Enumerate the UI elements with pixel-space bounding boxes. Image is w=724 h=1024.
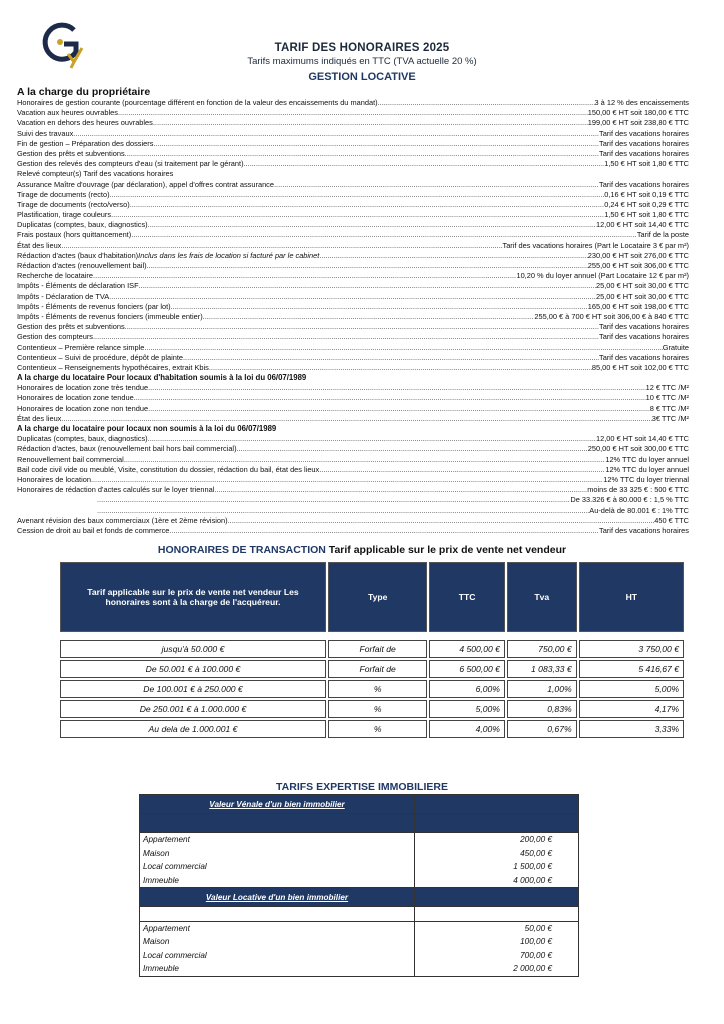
tariff-row (17, 404, 689, 414)
list-item (140, 949, 579, 963)
leader-dots (124, 455, 606, 465)
tariff-row (17, 220, 689, 230)
leader-dots (91, 475, 603, 485)
subheading-row (17, 424, 689, 434)
tariff-value: 85,00 € HT soit 102,00 € TTC (591, 362, 689, 372)
tariff-label: Honoraires de location zone tendue (17, 393, 134, 403)
tariff-value: 255,00 € HT soit 306,00 € TTC (587, 261, 689, 270)
cell-tva: 0,83% (507, 700, 577, 718)
tariff-label: Honoraires de location zone non tendue (17, 403, 149, 413)
tariff-label: Duplicatas (comptes, baux, diagnostics) (17, 434, 148, 444)
transaction-subtitle: Tarif applicable sur le prix de vente net vendeur (325, 544, 567, 556)
tariff-row (17, 353, 689, 363)
transaction-title: HONORAIRES DE TRANSACTION (157, 544, 326, 556)
leader-dots (147, 261, 588, 271)
tariff-value: Tarif des vacations horaires (599, 138, 689, 148)
tariff-row (17, 455, 689, 465)
property-price: 700,00 € (415, 949, 579, 963)
tariff-label: Cession de droit au bail et fonds de commerce (17, 525, 170, 535)
leader-dots (131, 230, 637, 240)
tariff-label: État des lieux (17, 413, 62, 423)
venale-subheader-blank (140, 814, 415, 833)
tariff-label: Impôts - Éléments de revenus fonciers (immeuble entier) (17, 311, 203, 321)
table-row (60, 680, 684, 698)
venale-header: Valeur Vénale d'un bien immobilier (140, 795, 415, 814)
property-type: Local commercial (140, 860, 415, 874)
tariff-label: Honoraires de location (17, 474, 91, 484)
locative-spacer (140, 907, 415, 922)
tariff-value: 3€ TTC /M² (651, 413, 689, 423)
leader-dots (61, 241, 502, 251)
tariff-value: 0,24 € HT soit 0,29 € TTC (604, 199, 689, 209)
property-price: 450,00 € (415, 847, 579, 861)
tariff-label: Rédaction d'actes (renouvellement bail) (17, 261, 147, 270)
leader-dots (183, 353, 599, 363)
tariff-row (17, 98, 689, 108)
leader-dots (134, 393, 646, 403)
leader-dots (274, 180, 599, 190)
tariff-value: 0,16 € HT soit 0,19 € TTC (604, 189, 689, 199)
tariff-label: Vacation en dehors des heures ouvrables (17, 118, 153, 128)
leader-dots (73, 129, 599, 139)
tariff-value: 250,00 € HT soit 300,00 € TTC (587, 444, 689, 454)
cell-range: Au dela de 1.000.001 € (60, 720, 326, 738)
tariff-row (17, 159, 689, 169)
property-type: Maison (140, 847, 415, 861)
tariff-row (17, 139, 689, 149)
cell-ht: 5,00% (579, 680, 684, 698)
tariff-label: Relevé compteur(s) Tarif des vacations horaires (17, 169, 174, 179)
leader-dots (319, 251, 587, 261)
tariff-row (17, 169, 689, 179)
tariff-value: Tarif des vacations horaires (599, 179, 689, 189)
tariff-row (17, 485, 689, 495)
tariff-row (17, 343, 689, 353)
tariff-label (17, 506, 97, 516)
cell-type: % (328, 720, 427, 738)
venale-header-blank (415, 795, 579, 814)
col-header-ht: HT (579, 562, 684, 632)
list-item (140, 860, 579, 874)
page-title: TARIF DES HONORAIRES 2025 (274, 42, 450, 54)
cell-tva: 1,00% (507, 680, 577, 698)
tariff-label: Recherche de locataire (17, 271, 94, 281)
cell-range: De 50.001 € à 100.000 € (60, 660, 326, 678)
tariff-value: Au-delà de 80.001 € : 1% TTC (589, 505, 689, 515)
tariff-value: De 33.326 € à 80.000 € : 1,5 % TTC (570, 495, 689, 505)
tariff-value: 1,50 € HT soit 1,80 € TTC (604, 210, 689, 220)
cell-type: % (328, 680, 427, 698)
tariff-value: 12 € TTC /M² (645, 383, 689, 393)
leader-dots (148, 383, 646, 393)
property-price: 4 000,00 € (415, 874, 579, 888)
tariff-label: Duplicatas (comptes, baux, diagnostics) (17, 220, 148, 230)
tariff-row (17, 302, 689, 312)
tariff-row (17, 190, 689, 200)
leader-dots (110, 190, 605, 200)
cell-type: Forfait de (328, 640, 427, 658)
tariff-value: Tarif des vacations horaires (599, 332, 689, 342)
tariff-label: Honoraires de location zone très tendue (17, 383, 149, 393)
tariff-value: Tarif des vacations horaires (599, 128, 689, 138)
tariff-value: 10 € TTC /M² (645, 393, 689, 403)
tariff-label: Impôts - Éléments de revenus fonciers (par lot) (17, 301, 171, 311)
section-title-gestion: GESTION LOCATIVE (308, 71, 416, 83)
tariff-row (17, 241, 689, 251)
leader-dots (148, 434, 596, 444)
cell-ttc: 4,00% (429, 720, 505, 738)
tariff-label: A la charge du locataire pour locaux non soumis à la loi du 06/07/1989 (17, 424, 277, 433)
cell-tva: 1 083,33 € (507, 660, 577, 678)
tariff-value: moins de 33 325 € : 500 € TTC (587, 485, 689, 495)
property-price: 100,00 € (415, 935, 579, 949)
list-item (140, 833, 579, 847)
tariff-value: Tarif de la poste (636, 230, 689, 240)
tariff-value: Tarif des vacations horaires (Part le Locataire 3 € par m²) (502, 240, 689, 250)
leader-dots (171, 302, 588, 312)
tariff-label: Gestion des prêts et subventions (17, 322, 125, 332)
leader-dots (244, 159, 605, 169)
table-row (60, 660, 684, 678)
table-row (60, 640, 684, 658)
property-type: Immeuble (140, 962, 415, 976)
tariff-value: 255,00 € à 700 € HT soit 306,00 € à 840 € TTC (534, 311, 689, 321)
leader-dots (378, 98, 595, 108)
property-price: 200,00 € (415, 833, 579, 847)
tariff-label: Plastification, tirage couleurs (17, 210, 112, 220)
leader-dots (169, 526, 599, 536)
tariff-value: 25,00 € HT soit 30,00 € TTC (596, 281, 689, 291)
section-title-expertise: TARIFS EXPERTISE IMMOBILIERE (276, 781, 448, 793)
tariff-row (17, 475, 689, 485)
cell-ttc: 6 500,00 € (429, 660, 505, 678)
leader-dots (109, 292, 596, 302)
tariff-row (17, 271, 689, 281)
tariff-note: Inclus dans les frais de location si facturé par le cabinet (138, 250, 320, 260)
leader-dots (319, 465, 605, 475)
tariff-label: Rédaction d'actes, baux (renouvellement bail hors bail commercial) (17, 444, 237, 454)
tariff-value: 10,20 % du loyer annuel (Part Locataire 12 € par m²) (516, 271, 689, 281)
tariff-label: Honoraires de rédaction d'actes calculés sur le loyer triennal (17, 485, 215, 495)
tariff-label: Gestion des compteurs (17, 332, 93, 342)
tariff-row (17, 230, 689, 240)
tariff-label: Contentieux – Suivi de procédure, dépôt de plainte (17, 352, 183, 362)
leader-dots (203, 312, 535, 322)
tariff-row (17, 118, 689, 128)
locative-header: Valeur Locative d'un bien immobilier (140, 888, 415, 907)
tariff-label: Bail code civil vide ou meublé, Visite, constitution du dossier, rédaction du bail, état des lieux (17, 464, 320, 474)
cell-range: De 250.001 € à 1.000.000 € (60, 700, 326, 718)
tariff-row (17, 200, 689, 210)
tariff-value: 8 € TTC /M² (649, 403, 689, 413)
col-header-ttc: TTC (429, 562, 505, 632)
tariff-row (17, 332, 689, 342)
leader-dots (125, 322, 599, 332)
tariff-value: 12,00 € HT soit 14,40 € TTC (596, 220, 689, 230)
tariff-label: Impôts - Déclaration de TVA (17, 291, 110, 301)
leader-dots (148, 404, 650, 414)
tariff-label: Tirage de documents (recto/verso) (17, 199, 130, 209)
tariff-row (17, 434, 689, 444)
list-item (140, 962, 579, 976)
expertise-table (139, 794, 579, 977)
list-item (140, 921, 579, 935)
list-item (140, 874, 579, 888)
tariff-row (17, 465, 689, 475)
tariff-value: 12% TTC du loyer annuel (605, 464, 689, 474)
tariff-value: 230,00 € HT soit 276,00 € TTC (587, 250, 689, 260)
cell-ttc: 6,00% (429, 680, 505, 698)
cell-tva: 750,00 € (507, 640, 577, 658)
leader-dots (97, 495, 570, 505)
table-row (60, 720, 684, 738)
tariff-label: Impôts - Éléments de déclaration ISF (17, 281, 139, 291)
tariff-label: Vacation aux heures ouvrables (17, 108, 118, 118)
tariff-label: Honoraires de gestion courante (pourcentage différent en fonction de la valeur des encaissements du mandat) (17, 98, 378, 107)
leader-dots (153, 118, 588, 128)
tariff-label: Gestion des prêts et subventions (17, 148, 125, 158)
leader-dots (153, 139, 599, 149)
table-row (60, 700, 684, 718)
leader-dots (237, 444, 588, 454)
subheading-row (17, 373, 689, 383)
locative-header-blank (415, 888, 579, 907)
tariff-value: 12,00 € HT soit 14,40 € TTC (596, 434, 689, 444)
tariff-row (17, 108, 689, 118)
cell-ht: 5 416,67 € (579, 660, 684, 678)
heading-proprietaire: A la charge du propriétaire (17, 86, 151, 98)
tariff-row (17, 292, 689, 302)
tariff-value: 25,00 € HT soit 30,00 € TTC (596, 291, 689, 301)
leader-dots (209, 363, 592, 373)
tariff-row (17, 149, 689, 159)
tariff-label: Avenant révision des baux commerciaux (1ère et 2ème révision) (17, 515, 228, 525)
tariff-label (17, 495, 97, 505)
col-header-tva: Tva (507, 562, 577, 632)
tariff-row (17, 363, 689, 373)
property-price: 2 000,00 € (415, 962, 579, 976)
cell-ht: 4,17% (579, 700, 684, 718)
tariff-label: Suivi des travaux (17, 128, 74, 138)
tariff-row (17, 444, 689, 454)
tariff-row (17, 312, 689, 322)
tariff-value: 1,50 € HT soit 1,80 € TTC (604, 159, 689, 169)
tariff-row (17, 414, 689, 424)
page-subtitle: Tarifs maximums indiqués en TTC (TVA actuelle 20 %) (247, 56, 477, 67)
cell-range: jusqu'à 50.000 € (60, 640, 326, 658)
tariff-row (17, 129, 689, 139)
tariff-label: Renouvellement bail commercial (17, 454, 124, 464)
cell-tva: 0,67% (507, 720, 577, 738)
tariff-label: Assurance Maître d'ouvrage (par déclaration), appel d'offres contrat assurance (17, 179, 274, 189)
tariff-row (17, 393, 689, 403)
tariff-row (17, 180, 689, 190)
tariff-row (17, 383, 689, 393)
tariff-value: 12% TTC du loyer annuel (605, 454, 689, 464)
tariff-label: Fin de gestion – Préparation des dossiers (17, 138, 154, 148)
cell-ttc: 5,00% (429, 700, 505, 718)
property-type: Local commercial (140, 949, 415, 963)
tariff-value: 450 € TTC (654, 515, 689, 525)
list-item (140, 935, 579, 949)
leader-dots (214, 485, 587, 495)
property-price: 50,00 € (415, 921, 579, 935)
col-header-tarif: Tarif applicable sur le prix de vente net vendeur Les honoraires sont à la charge de l'acquéreur. (60, 562, 326, 632)
tariff-value: 12% TTC du loyer triennal (603, 474, 689, 484)
tariff-row (17, 281, 689, 291)
tariff-value: 150,00 € HT soit 180,00 € TTC (587, 108, 689, 118)
leader-dots (118, 108, 588, 118)
property-type: Immeuble (140, 874, 415, 888)
leader-dots (228, 516, 655, 526)
tariff-value: Gratuite (662, 342, 689, 352)
tariff-label: Rédaction d'actes (baux d'habitation) (17, 250, 139, 260)
tariff-row (17, 210, 689, 220)
cell-ht: 3 750,00 € (579, 640, 684, 658)
property-type: Appartement (140, 833, 415, 847)
section-title-transaction (0, 544, 724, 556)
leader-dots (61, 414, 651, 424)
venale-subheader-blank-2 (415, 814, 579, 833)
tariff-label: État des lieux (17, 240, 62, 250)
leader-dots (130, 200, 605, 210)
tariff-value: 3 à 12 % des encaissements (594, 98, 689, 107)
cell-range: De 100.001 € à 250.000 € (60, 680, 326, 698)
transaction-table (58, 560, 686, 740)
tariff-row (17, 506, 689, 516)
leader-dots (93, 271, 516, 281)
property-price: 1 500,00 € (415, 860, 579, 874)
tariff-row (17, 322, 689, 332)
locative-spacer-2 (415, 907, 579, 922)
property-type: Maison (140, 935, 415, 949)
tariff-value: 165,00 € HT soit 198,00 € TTC (587, 301, 689, 311)
tariff-list (17, 98, 689, 536)
tariff-row (17, 251, 689, 261)
leader-dots (144, 343, 662, 353)
col-header-type: Type (328, 562, 427, 632)
cell-ttc: 4 500,00 € (429, 640, 505, 658)
cell-type: % (328, 700, 427, 718)
tariff-row (17, 261, 689, 271)
tariff-value: 199,00 € HT soit 238,80 € TTC (587, 118, 689, 128)
tariff-label: Gestion des relevés des compteurs d'eau (si traitement par le gérant) (17, 159, 244, 169)
tariff-label: Frais postaux (hors quittancement) (17, 230, 132, 240)
tariff-value: Tarif des vacations horaires (599, 148, 689, 158)
tariff-label: Contentieux – Renseignements hypothécaires, extrait Kbis (17, 362, 209, 372)
tariff-row (17, 526, 689, 536)
tariff-row (17, 495, 689, 505)
leader-dots (125, 149, 599, 159)
list-item (140, 847, 579, 861)
leader-dots (93, 332, 599, 342)
property-type: Appartement (140, 921, 415, 935)
tariff-value: Tarif des vacations horaires (599, 352, 689, 362)
tariff-label: A la charge du locataire Pour locaux d'habitation soumis à la loi du 06/07/1989 (17, 373, 307, 383)
tariff-row (17, 516, 689, 526)
leader-dots (111, 210, 604, 220)
leader-dots (148, 220, 596, 230)
tariff-label: Contentieux – Première relance simple (17, 342, 145, 352)
tariff-value: Tarif des vacations horaires (599, 525, 689, 535)
tariff-value: Tarif des vacations horaires (599, 322, 689, 332)
cell-type: Forfait de (328, 660, 427, 678)
tariff-label: Tirage de documents (recto) (17, 189, 110, 199)
leader-dots (97, 506, 589, 516)
leader-dots (139, 281, 596, 291)
cell-ht: 3,33% (579, 720, 684, 738)
